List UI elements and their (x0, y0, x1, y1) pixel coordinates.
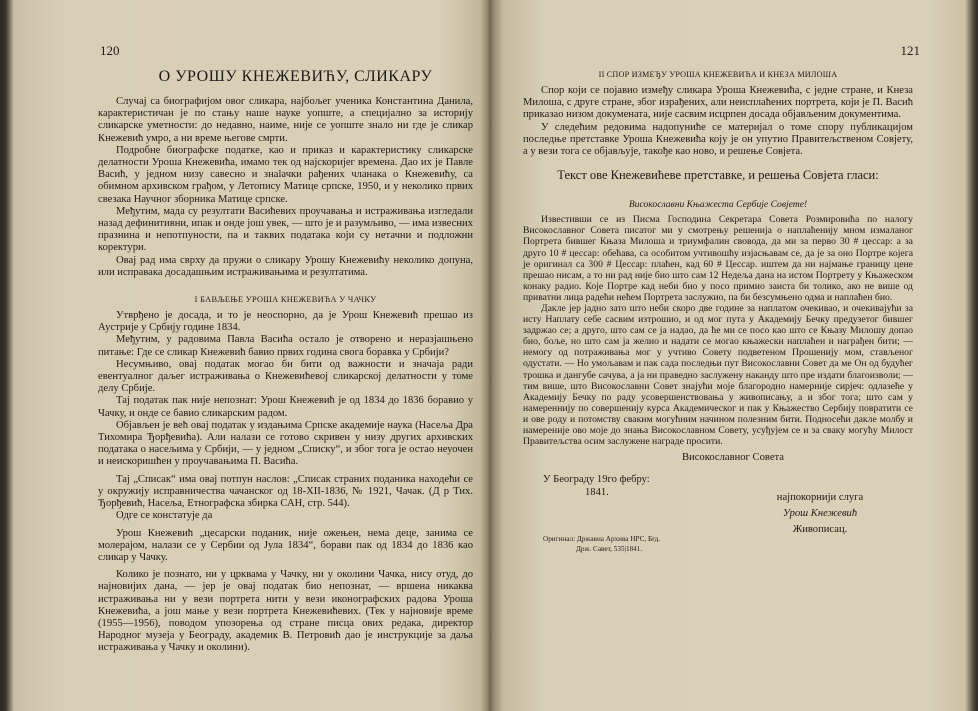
date-place: У Београду 19го фебру: (543, 474, 650, 486)
paragraph: Објављен је већ овај податак у издањима Српске академије наука (Насеља Дра Тихомира Ђорђевића). Али налази се готово скривен у низу других архивских података о насељима у Србији, — у једном „Списку“, и због тога је остао неуочен и неискоришћен у проучавањима П. Васића. (98, 419, 473, 468)
source-note (543, 534, 660, 554)
article-title: О УРОШУ КНЕЖЕВИЋУ, СЛИКАРУ (158, 68, 433, 85)
paragraph: Тај „Списак“ има овај потпун наслов: „Списак страних поданика находећи се у окружију исправничества чачанског од 18-XII-1836, № 1921, Чачак. (Д р Тих. Ђорђевић, Насеља, Етнографска збирка САН, стр. 544). (98, 473, 473, 510)
paragraph: Спор који се појавио између сликара Уроша Кнежевића, с једне стране, и Кнеза Милоша, с друге стране, због израђених, али неисплаћених портрета, који је П. Васић приказао низом докумената, није сасвим исцрпен досада објављеним документима. (523, 85, 913, 121)
signature (745, 490, 895, 538)
right-column (523, 69, 913, 560)
paragraph: Подробне биографске податке, као и приказ и карактеристику сликарске делатности Уроша Кнежевића, имамо тек од најскоријег времена. Дао их је Павле Васић, у једном низу савесно и знalачки рађених чланака о Кнежевићу, са обимном архивском грађом, у Летопису Матице српске, 1950, и у неколико првих свезака Научног зборника Матице српске. (98, 144, 473, 205)
paragraph: Међутим, у радовима Павла Васића остало је отворено и неразјашњено питање: Где се сликар Кнежевић бавио првих година свога боравка у Србији? (98, 334, 473, 358)
right-page (491, 0, 978, 711)
signature-name: Урош Кнежевић (782, 508, 858, 520)
section-heading: I БАВЉЕЊЕ УРОША КНЕЖЕВИЋА У ЧАЧКУ (194, 295, 377, 305)
text-heading: Текст ове Кнежевићеве претставке, и решења Совјета гласи: (557, 168, 879, 183)
source-line: Оригинал: Државна Архива НРС, Бгд. (543, 535, 661, 544)
paragraph: Међутим, мада су резултати Васићевих проучавања и истраживања изгледали назад дефинитивни, ипак и онде још увек, — што је и разумљиво, — има извесних празнина и непотпуности, па и таквих података који су нетачни и подложни коректури. (98, 205, 473, 254)
paragraph: Одге се констатује да (116, 510, 213, 522)
page-number: 121 (900, 43, 920, 58)
quoted-record: Урош Кнежевић „цесарски поданик, није ожењен, нема деце, занима се молерајом, налази се у Сербии од Јула 1834“, борави пак од 1834 до 1836 као сликар у Чачку. (98, 527, 473, 563)
date-year: 1841. (585, 486, 609, 498)
paragraph: Утврђено је досада, и то је неоспорно, да је Урош Кнежевић прешао из Аустрије у Србију године 1834. (98, 310, 473, 334)
paragraph: Колико је познато, ни у црквама у Чачку, ни у околини Чачка, нису отуд, до најновијих дана, — јер је овај податак био непознат, — вршена никаква истраживања ни у вези портрета нити у вези иконографских радова Уроша Кнежевића, а још мање у вези портрета Кнежевићевих. (Тек у најновије време (1955—1956), поводом упозорења од стране писца ових редака, директор Народног музеја у Београду, академик В. Петровић дао је инструкције за даља истраживања у Чачку и околини). (98, 569, 473, 654)
page-number: 120 (100, 43, 120, 58)
paragraph: Несумњиво, овај податак могао би бити од важности и значаја ради евентуалног даљег истраживања о Кнежевићевој сликарској делатности у томе делу Србије. (98, 358, 473, 395)
petition-salutation: Високославни Књажеста Сербије Совјете! (628, 199, 808, 211)
paragraph: Овај рад има сврху да пружи о сликару Урошу Кнежевићу неколико допуна, или исправака досадашњим истраживањима и резултатима. (98, 254, 473, 278)
petition-paragraph: Известивши се из Писма Господина Секретара Совета Розмировића по налогу Високославног Совета писатог ми у смотрењу решенија о наплаћенију мном измаланог Портрета бившег Књаза Милоша и триумфалин свовода, да ми за перво 30 # цессар: а за друго 10 # цессар: обећава, са особитом учтивошћу изјасњавам се, да је за оно Портре којега је оригинал са 300 # Цессар: плаћен, кад 60 # Цессар. иштем да ни најмање границу цене прешао нисам, а то ни рад није био што сам 12 Недеља дана на истом Портрету у Књажеском конаку радио. Које Портре кад неби био у посо примио заиста би толико, ако не више од приватни лица радећи нећем Портрета заслужио, па би безсумњено одма и наплаћен био. (523, 214, 913, 303)
signature-block (523, 474, 913, 560)
source-line: Држ. Савет, 535|1841. (576, 545, 643, 554)
petition-paragraph: Дакле јер јадно зато што неби скоро две године за наплатом очекивао, и очекивајући за исту Наплату себе сасвим изтрошио, и од мог пута у Академију Бечку предузетог бившег задржао се; а друго, што сам се ја надао, да ће ми се посо као што се Књазу Милошу допао био, боље, но што сам ја желио и надати се могао књажески наплаћен и награђен бити; — немогу од потраживања мог у учтиво Совету подветеном Прошенију мом, стављеног одустати. — Но умољавам и пак сада последњи пут Високославни Совет да ме Он од будућег трошка и дангубе сачува, а ја ни праведно заслужену наканду што пре издати благоизволи; — тим више, што Високославни Совет знајући моје благородно намерније сирјеч: одлазеће у Академију Бечку по раду усовершенствовања у живописању, а и због тога; што сам у намереннију по совершенију курса Академическог и пак у Књажество Сербију повратити се и ове роду и потомству сваким могућним начином полезним бити. Подносећи дакле молбу и намереније ово моје до знања Високославном Совету, усуђујем се и за сваку могућу Милост Правитељства осим заслужене награде просити. (523, 302, 913, 448)
paragraph: Случај са биографијом овог сликара, најбољег ученика Константина Данила, карактеристичан је по стању наше науке уопште, а специјално за историју сликарске уметности: до недавно, наиме, није се уопште знало ни где је сликар Кнежевић умро, а ни време његове смрти. (98, 96, 473, 144)
closing-line: Високославног Совета (681, 452, 785, 464)
signature-title: Живописац. (792, 524, 848, 536)
date-line (543, 474, 650, 499)
left-column (98, 68, 473, 655)
paragraph: У следећим редовима надопуниће се материјал о томе спору публикацијом последње претставке Уроша Кнежевића коју је он упутио Правитељственом Совјету, а у вези тога се објављује, такође као ново, и решење Совјета. (523, 121, 913, 158)
petition-document (523, 199, 913, 447)
signature-servant: најпокорнији слуга (776, 492, 864, 504)
section-heading: II СПОР ИЗМЕЂУ УРОША КНЕЖЕВИЋА И КНЕЗА МИЛОША (598, 70, 838, 79)
paragraph: Тај податак пак није непознат: Урош Кнежевић је од 1834 до 1836 боравио у Чачку, и онде се бавио сликарским радом. (98, 395, 473, 419)
